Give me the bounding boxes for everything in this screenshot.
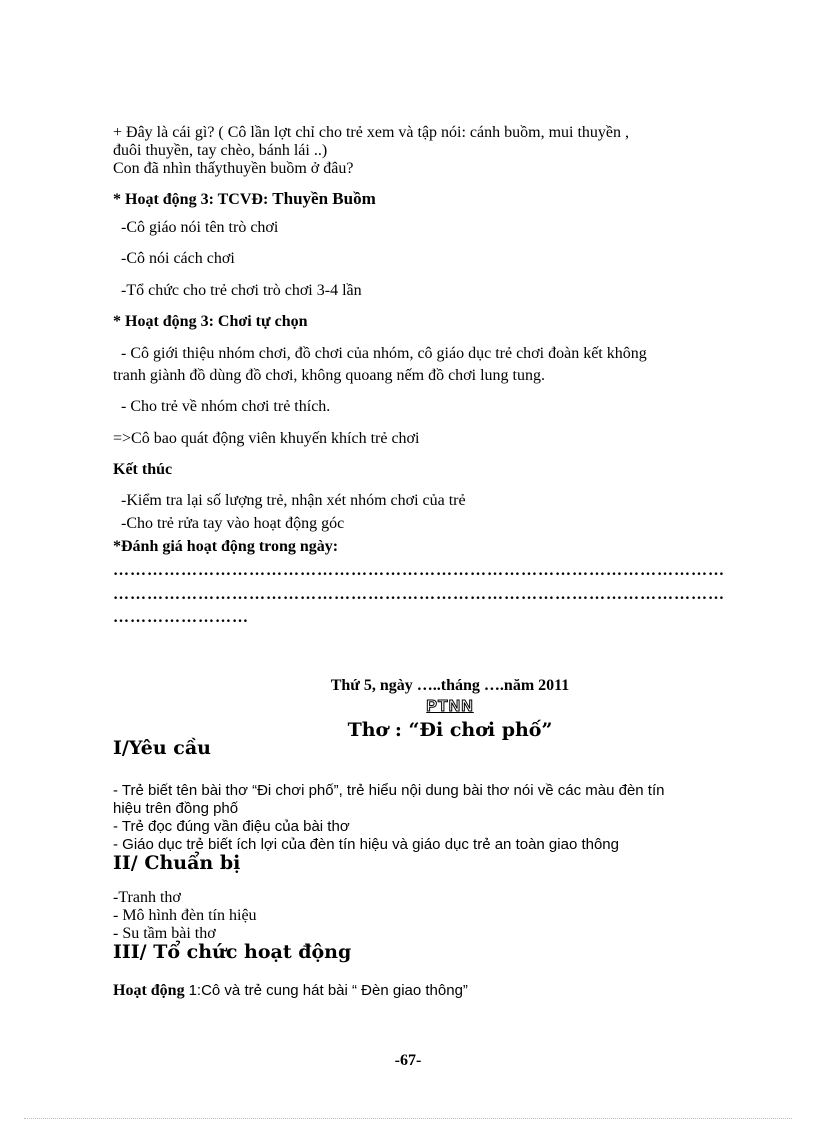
activity3-game-item: -Cô nói cách chơi bbox=[121, 250, 235, 267]
activity3-game-heading-label: * Hoạt động 3: TCVĐ: bbox=[113, 191, 273, 208]
preparation-item: - Mô hình đèn tín hiệu bbox=[113, 907, 257, 924]
activity3-game-item: -Cô giáo nói tên trò chơi bbox=[121, 219, 279, 236]
activity3-game-name: Thuyền Buồm bbox=[272, 189, 376, 208]
section-heading-requirements: I/Yêu cầu bbox=[113, 737, 211, 759]
activity3-free-para-1-line-2: tranh giành đồ dùng đồ chơi, không quoang nếm đồ chơi lung tung. bbox=[113, 367, 545, 384]
ending-item: -Cho trẻ rửa tay vào hoạt động góc bbox=[121, 515, 345, 532]
intro-line-2: đuôi thuyền, tay chèo, bánh lái ..) bbox=[113, 142, 328, 159]
requirement-line: hiệu trên đồng phố bbox=[113, 800, 239, 817]
preparation-item: - Su tầm bài thơ bbox=[113, 925, 216, 942]
evaluation-dots-line: ……………………………………………………………………………………………… bbox=[113, 562, 725, 579]
lesson-date: Thứ 5, ngày …..tháng ….năm 2011 bbox=[330, 677, 570, 694]
intro-line-1: + Đây là cái gì? ( Cô lần lợt chỉ cho trẻ xem và tập nói: cánh buồm, mui thuyền , bbox=[113, 124, 630, 141]
section-heading-organization: III/ Tổ chức hoạt động bbox=[113, 941, 352, 963]
requirement-line: - Trẻ đọc đúng vần điệu của bài thơ bbox=[113, 818, 350, 835]
activity3-free-para-1-line-1: - Cô giới thiệu nhóm chơi, đồ chơi của nhóm, cô giáo dục trẻ chơi đoàn kết không bbox=[121, 345, 647, 362]
section-heading-preparation: II/ Chuẩn bị bbox=[113, 852, 241, 874]
activity3-game-item: -Tổ chức cho trẻ chơi trò chơi 3-4 lần bbox=[121, 282, 362, 299]
requirement-line: - Giáo dục trẻ biết ích lợi của đèn tín hiệu và giáo dục trẻ an toàn giao thông bbox=[113, 836, 619, 853]
page-number: -67- bbox=[394, 1052, 422, 1069]
activity3-free-para-3: =>Cô bao quát động viên khuyến khích trẻ chơi bbox=[113, 430, 420, 447]
activity-1-label: Hoạt động bbox=[113, 982, 189, 999]
page-bottom-divider bbox=[24, 1118, 792, 1119]
activity-1-text: 1:Cô và trẻ cung hát bài “ Đèn giao thông” bbox=[188, 982, 468, 999]
poem-title: Thơ : “Đi chơi phố” bbox=[347, 719, 553, 741]
preparation-item: -Tranh thơ bbox=[113, 889, 181, 906]
intro-line-3: Con đã nhìn thấythuyền buồm ở đâu? bbox=[113, 160, 354, 177]
activity3-free-heading: * Hoạt động 3: Chơi tự chọn bbox=[113, 313, 308, 330]
activity3-free-para-2: - Cho trẻ về nhóm chơi trẻ thích. bbox=[121, 398, 331, 415]
lesson-subject-label: PTNN bbox=[426, 698, 474, 715]
requirement-line: - Trẻ biết tên bài thơ “Đi chơi phố”, trẻ hiểu nội dung bài thơ nói về các màu đèn tín bbox=[113, 782, 665, 799]
evaluation-dots-line: ……………………………………………………………………………………………… bbox=[113, 586, 725, 603]
evaluation-dots-line: …………………… bbox=[113, 609, 249, 626]
lesson-subject bbox=[127, 698, 773, 716]
ending-item: -Kiểm tra lại số lượng trẻ, nhận xét nhóm chơi của trẻ bbox=[121, 492, 466, 509]
activity-1-line bbox=[113, 982, 468, 1000]
ending-heading: Kết thúc bbox=[113, 461, 173, 478]
evaluation-heading: *Đánh giá hoạt động trong ngày: bbox=[113, 538, 339, 555]
activity3-game-heading bbox=[113, 189, 376, 209]
